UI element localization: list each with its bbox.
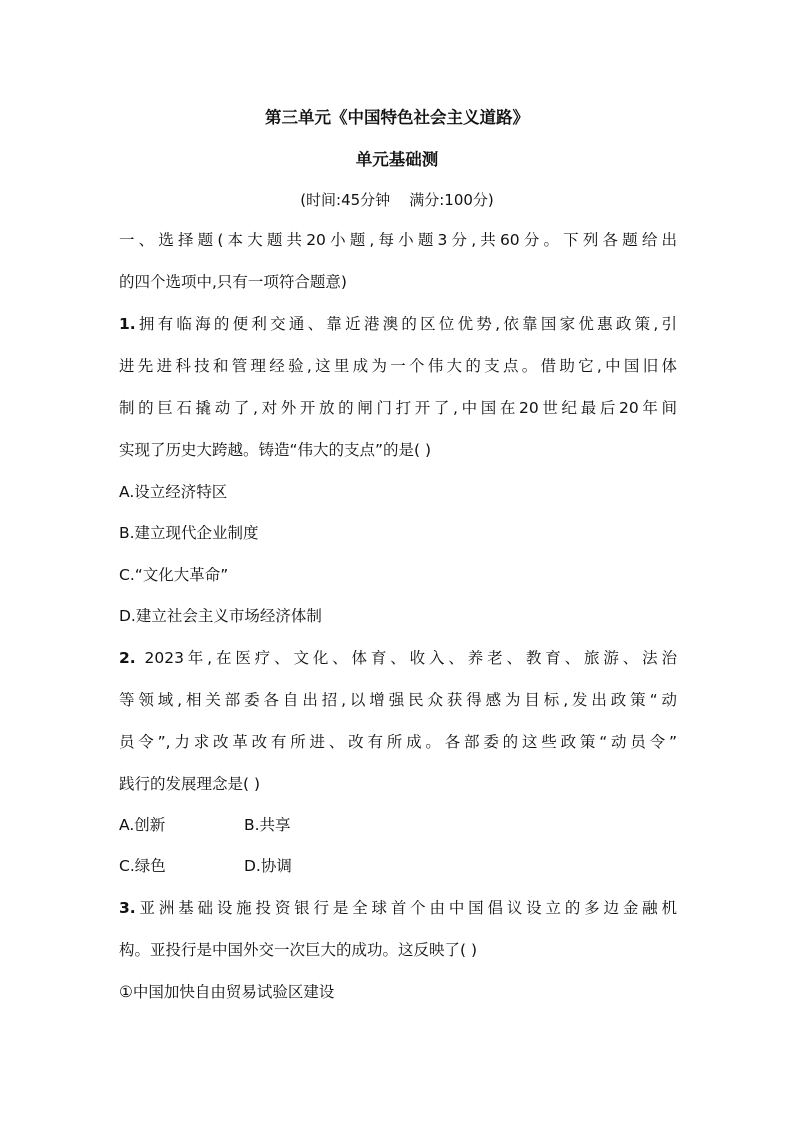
question-2-option-d: D.协调 [244,857,292,875]
question-2-line-2: 等领域,相关部委各自出招,以增强民众获得感为目标,发出政策“动 [119,691,677,709]
question-3-text-1: 亚洲基础设施投资银行是全球首个由中国倡议设立的多边金融机 [135,899,677,917]
document-title: 第三单元《中国特色社会主义道路》 [265,108,529,127]
question-3-line-1 [119,898,677,918]
question-2-line-4: 践行的发展理念是( ) [119,775,261,793]
question-2-option-a: A.创新 [119,816,166,834]
document-subtitle: 单元基础测 [355,150,439,169]
question-1-number: 1. [119,315,136,333]
question-1-option-a: A.设立经济特区 [119,483,228,501]
question-1-option-d: D.建立社会主义市场经济体制 [119,607,322,625]
question-1-option-c: C.“文化大革命” [119,566,229,584]
question-2-line-1 [119,648,677,668]
question-1-line-2: 进先进科技和管理经验,这里成为一个伟大的支点。借助它,中国旧体 [119,357,677,375]
question-2-text-1: 2023年,在医疗、文化、体育、收入、养老、教育、旅游、法治 [135,649,677,667]
section-heading-line-1: 一、选择题(本大题共20小题,每小题3分,共60分。下列各题给出 [119,231,677,249]
question-1-line-1 [119,314,677,334]
question-3-item-1: ①中国加快自由贸易试验区建设 [119,983,335,1001]
question-2-line-3: 员令”,力求改革改有所进、改有所成。各部委的这些政策“动员令” [119,733,677,751]
question-2-number: 2. [119,649,136,667]
question-2-option-b: B.共享 [244,816,291,834]
question-1-text-1: 拥有临海的便利交通、靠近港澳的区位优势,依靠国家优惠政策,引 [135,315,677,333]
exam-meta: (时间:45分钟 满分:100分) [300,191,494,209]
question-3-line-2: 构。亚投行是中国外交一次巨大的成功。这反映了( ) [119,941,478,959]
question-1-line-4: 实现了历史大跨越。铸造“伟大的支点”的是( ) [119,441,432,459]
question-2-option-c: C.绿色 [119,857,166,875]
question-3-number: 3. [119,899,136,917]
section-heading-line-2: 的四个选项中,只有一项符合题意) [119,273,347,291]
question-1-line-3: 制的巨石撬动了,对外开放的闸门打开了,中国在20世纪最后20年间 [119,399,677,417]
question-1-option-b: B.建立现代企业制度 [119,524,259,542]
